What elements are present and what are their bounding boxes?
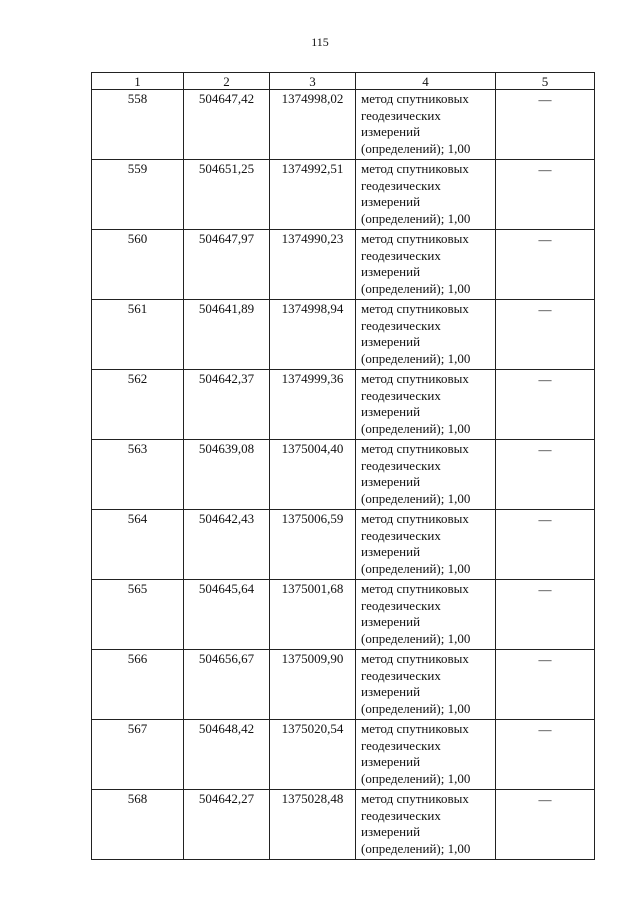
point-number-cell: 565 <box>92 580 184 650</box>
method-line: измерений <box>361 194 421 209</box>
point-number-cell: 561 <box>92 300 184 370</box>
table-row <box>92 370 595 440</box>
x-coordinate-cell: 504639,08 <box>184 440 270 510</box>
description-cell: — <box>496 790 595 860</box>
method-line: (определений); 1,00 <box>361 840 471 856</box>
method-line: геодезических <box>361 737 441 753</box>
y-coordinate-cell: 1374998,94 <box>270 300 356 370</box>
table-row <box>92 230 595 300</box>
table-row <box>92 160 595 230</box>
x-coordinate-cell: 504642,37 <box>184 370 270 440</box>
method-line: (определений); 1,00 <box>361 490 471 506</box>
table-header <box>92 73 595 90</box>
y-coordinate-cell: 1374992,51 <box>270 160 356 230</box>
y-coordinate-cell: 1375009,90 <box>270 650 356 720</box>
method-line: (определений); 1,00 <box>361 630 471 646</box>
method-cell <box>356 440 496 510</box>
header-col-1: 1 <box>92 73 184 90</box>
method-line: измерений <box>361 474 421 489</box>
method-line: (определений); 1,00 <box>361 140 471 156</box>
method-cell <box>356 790 496 860</box>
point-number-cell: 566 <box>92 650 184 720</box>
table-row <box>92 90 595 160</box>
page-number: 115 <box>311 35 329 49</box>
table-row <box>92 790 595 860</box>
method-line: геодезических <box>361 107 441 123</box>
method-text <box>361 371 495 437</box>
method-line: измерений <box>361 754 421 769</box>
method-text <box>361 301 495 367</box>
table-row <box>92 510 595 580</box>
table-row <box>92 720 595 790</box>
point-number-cell: 560 <box>92 230 184 300</box>
method-cell <box>356 230 496 300</box>
method-line: геодезических <box>361 457 441 473</box>
method-line: (определений); 1,00 <box>361 560 471 576</box>
method-line: геодезических <box>361 317 441 333</box>
method-line: геодезических <box>361 597 441 613</box>
method-text <box>361 441 495 507</box>
method-line: метод спутниковых <box>361 651 469 666</box>
method-line: метод спутниковых <box>361 511 469 526</box>
method-line: (определений); 1,00 <box>361 420 471 436</box>
method-line: метод спутниковых <box>361 371 469 386</box>
method-cell <box>356 720 496 790</box>
description-cell: — <box>496 720 595 790</box>
method-text <box>361 161 495 227</box>
method-line: метод спутниковых <box>361 441 469 456</box>
method-line: геодезических <box>361 527 441 543</box>
description-cell: — <box>496 160 595 230</box>
method-cell <box>356 370 496 440</box>
method-text <box>361 651 495 717</box>
method-line: (определений); 1,00 <box>361 210 471 226</box>
method-line: измерений <box>361 824 421 839</box>
method-line: измерений <box>361 334 421 349</box>
method-text <box>361 511 495 577</box>
description-cell: — <box>496 230 595 300</box>
coordinates-table <box>91 72 595 860</box>
point-number-cell: 562 <box>92 370 184 440</box>
method-line: измерений <box>361 404 421 419</box>
header-col-4: 4 <box>356 73 496 90</box>
y-coordinate-cell: 1375006,59 <box>270 510 356 580</box>
method-line: измерений <box>361 124 421 139</box>
description-cell: — <box>496 370 595 440</box>
method-line: геодезических <box>361 667 441 683</box>
method-line: метод спутниковых <box>361 161 469 176</box>
y-coordinate-cell: 1375001,68 <box>270 580 356 650</box>
x-coordinate-cell: 504647,97 <box>184 230 270 300</box>
method-cell <box>356 90 496 160</box>
header-col-5: 5 <box>496 73 595 90</box>
method-cell <box>356 300 496 370</box>
method-line: (определений); 1,00 <box>361 770 471 786</box>
table-row <box>92 300 595 370</box>
point-number-cell: 558 <box>92 90 184 160</box>
description-cell: — <box>496 510 595 580</box>
method-text <box>361 791 495 857</box>
method-cell <box>356 510 496 580</box>
method-text <box>361 231 495 297</box>
point-number-cell: 563 <box>92 440 184 510</box>
method-line: (определений); 1,00 <box>361 350 471 366</box>
method-line: метод спутниковых <box>361 301 469 316</box>
method-line: метод спутниковых <box>361 231 469 246</box>
table-row <box>92 440 595 510</box>
method-line: метод спутниковых <box>361 581 469 596</box>
method-line: геодезических <box>361 177 441 193</box>
method-line: измерений <box>361 264 421 279</box>
x-coordinate-cell: 504642,27 <box>184 790 270 860</box>
point-number-cell: 564 <box>92 510 184 580</box>
y-coordinate-cell: 1375020,54 <box>270 720 356 790</box>
method-line: геодезических <box>361 807 441 823</box>
point-number-cell: 559 <box>92 160 184 230</box>
header-col-3: 3 <box>270 73 356 90</box>
y-coordinate-cell: 1374998,02 <box>270 90 356 160</box>
table-row <box>92 580 595 650</box>
method-line: метод спутниковых <box>361 791 469 806</box>
table-row <box>92 650 595 720</box>
method-text <box>361 581 495 647</box>
method-line: (определений); 1,00 <box>361 280 471 296</box>
method-line: геодезических <box>361 247 441 263</box>
description-cell: — <box>496 440 595 510</box>
method-cell <box>356 580 496 650</box>
method-line: измерений <box>361 544 421 559</box>
y-coordinate-cell: 1375004,40 <box>270 440 356 510</box>
x-coordinate-cell: 504641,89 <box>184 300 270 370</box>
method-text <box>361 721 495 787</box>
x-coordinate-cell: 504656,67 <box>184 650 270 720</box>
x-coordinate-cell: 504647,42 <box>184 90 270 160</box>
description-cell: — <box>496 650 595 720</box>
x-coordinate-cell: 504642,43 <box>184 510 270 580</box>
method-cell <box>356 160 496 230</box>
y-coordinate-cell: 1374990,23 <box>270 230 356 300</box>
x-coordinate-cell: 504648,42 <box>184 720 270 790</box>
point-number-cell: 567 <box>92 720 184 790</box>
y-coordinate-cell: 1375028,48 <box>270 790 356 860</box>
description-cell: — <box>496 580 595 650</box>
method-line: (определений); 1,00 <box>361 700 471 716</box>
table-body <box>92 90 595 860</box>
description-cell: — <box>496 90 595 160</box>
description-cell: — <box>496 300 595 370</box>
method-line: измерений <box>361 614 421 629</box>
method-line: метод спутниковых <box>361 91 469 106</box>
method-line: измерений <box>361 684 421 699</box>
method-cell <box>356 650 496 720</box>
method-text <box>361 91 495 157</box>
x-coordinate-cell: 504645,64 <box>184 580 270 650</box>
header-row <box>92 73 595 90</box>
x-coordinate-cell: 504651,25 <box>184 160 270 230</box>
method-line: геодезических <box>361 387 441 403</box>
method-line: метод спутниковых <box>361 721 469 736</box>
y-coordinate-cell: 1374999,36 <box>270 370 356 440</box>
point-number-cell: 568 <box>92 790 184 860</box>
header-col-2: 2 <box>184 73 270 90</box>
